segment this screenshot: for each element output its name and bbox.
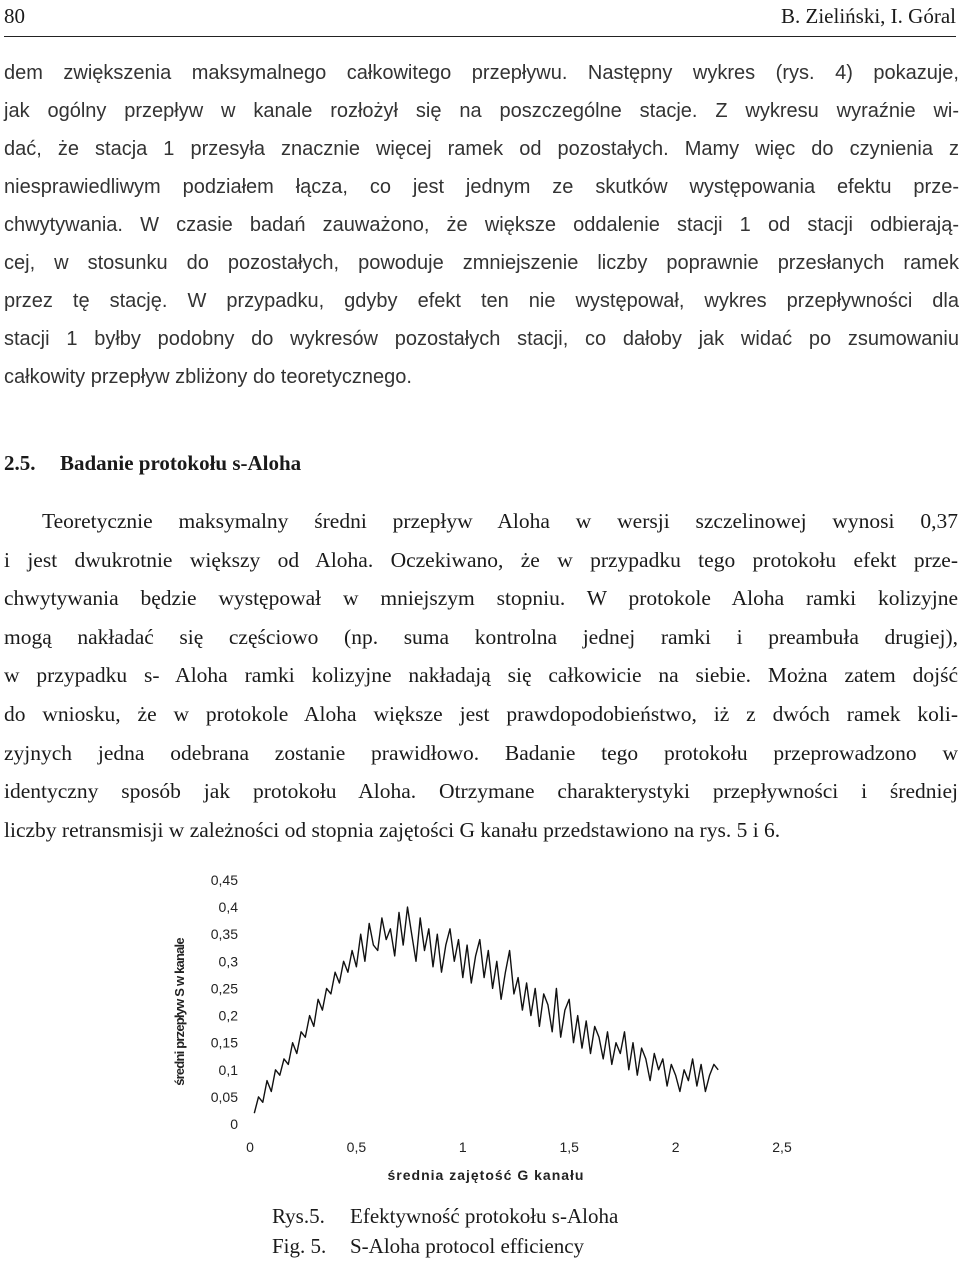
y-tick-label: 0,4 [218, 899, 238, 916]
text-line: niesprawiedliwym podziałem łącza, co jest jednym ze skutków występowania efektu prze- [4, 176, 959, 198]
y-tick-label: 0,1 [218, 1061, 238, 1078]
running-header [0, 0, 960, 44]
section-number: 2.5. [4, 451, 36, 475]
paragraph-saloha [4, 502, 958, 849]
text-line: i jest dwukrotnie większy od Aloha. Oczekiwano, że w przypadku tego protokołu efekt prze- [4, 547, 958, 572]
text-line: Teoretycznie maksymalny średni przepływ Aloha w wersji szczelinowej wynosi 0,37 [42, 509, 958, 533]
throughput-chart [160, 864, 820, 1194]
caption-pl-label: Rys.5. [272, 1204, 325, 1228]
section-heading [4, 446, 301, 480]
text-line: cej, w stosunku do pozostałych, powoduje zmniejszenie liczby poprawnie przesłanych ramek [4, 252, 959, 274]
x-tick-label: 1,5 [559, 1139, 579, 1155]
text-line: identyczny sposób jak protokołu Aloha. Otrzymane charakterystyki przepływności i średniej [4, 779, 958, 804]
caption-en-label: Fig. 5. [272, 1234, 327, 1258]
throughput-series-line [254, 907, 718, 1113]
text-line: mogą nakładać się częściowo (np. suma kontrolna jednej ramki i preambuła drugiej), [4, 624, 958, 649]
caption-pl-text: Efektywność protokołu s-Aloha [350, 1204, 619, 1228]
authors: B. Zieliński, I. Góral [781, 4, 956, 28]
text-line: całkowity przepływ zbliżony do teoretycznego. [4, 366, 412, 388]
y-axis-label: średni przepływ S w kanale [172, 938, 187, 1086]
text-line: dać, że stacja 1 przesyła znacznie więcej ramek od pozostałych. Mamy więc do czynienia z [4, 138, 959, 160]
paragraph-intro [4, 54, 959, 396]
y-tick-label: 0,3 [218, 953, 238, 970]
x-axis-label: średnia zajętość G kanału [387, 1167, 585, 1183]
page-number: 80 [4, 4, 25, 28]
caption-english [272, 1231, 618, 1261]
text-line: przez tę stację. W przypadku, gdyby efekt ten nie występował, wykres przepływności dla [4, 290, 959, 312]
y-tick-label: 0,35 [210, 926, 238, 943]
x-tick-label: 0,5 [346, 1139, 367, 1155]
caption-polish [272, 1201, 618, 1231]
section-title: Badanie protokołu s-Aloha [60, 451, 302, 475]
text-line: jak ogólny przepływ w kanale rozłożył się na poszczególne stacje. Z wykresu wyraźnie wi- [4, 100, 959, 122]
caption-en-text: S-Aloha protocol efficiency [350, 1234, 585, 1258]
text-line: stacji 1 byłby podobny do wykresów pozostałych stacji, co dałoby jak widać po zsumowaniu [4, 328, 959, 350]
text-line: dem zwiększenia maksymalnego całkowitego przepływu. Następny wykres (rys. 4) pokazuje, [4, 62, 959, 84]
y-tick-label: 0 [230, 1116, 238, 1132]
text-line: liczby retransmisji w zależności od stopnia zajętości G kanału przedstawiono na rys. 5 i 6. [4, 817, 781, 842]
x-tick-label: 2 [671, 1139, 680, 1155]
x-tick-label: 2,5 [772, 1139, 792, 1155]
x-tick-label: 0 [246, 1139, 254, 1155]
text-line: chwytywania. W czasie badań zauważono, że większe oddalenie stacji 1 od stacji odbierają- [4, 214, 959, 236]
figure-5-chart [160, 864, 820, 1194]
header-rule [4, 36, 956, 37]
figure-caption [272, 1201, 618, 1261]
y-tick-label: 0,05 [210, 1088, 238, 1105]
y-tick-label: 0,2 [218, 1007, 238, 1024]
x-tick-label: 1 [458, 1139, 467, 1155]
text-line: w przypadku s- Aloha ramki kolizyjne nakładają się całkowicie na siebie. Można zatem dojść [4, 663, 958, 688]
text-line: zyjnych jedna odebrana zostanie prawidłowo. Badanie tego protokołu przeprowadzono w [4, 740, 958, 765]
text-line: do wniosku, że w protokole Aloha większe jest prawdopodobieństwo, iż z dwóch ramek koli- [4, 701, 958, 726]
y-tick-label: 0,25 [210, 980, 238, 997]
text-line: chwytywania będzie występował w mniejszym stopniu. W protokole Aloha ramki kolizyjne [4, 586, 958, 611]
y-tick-label: 0,45 [210, 872, 238, 888]
y-tick-label: 0,15 [210, 1034, 238, 1051]
